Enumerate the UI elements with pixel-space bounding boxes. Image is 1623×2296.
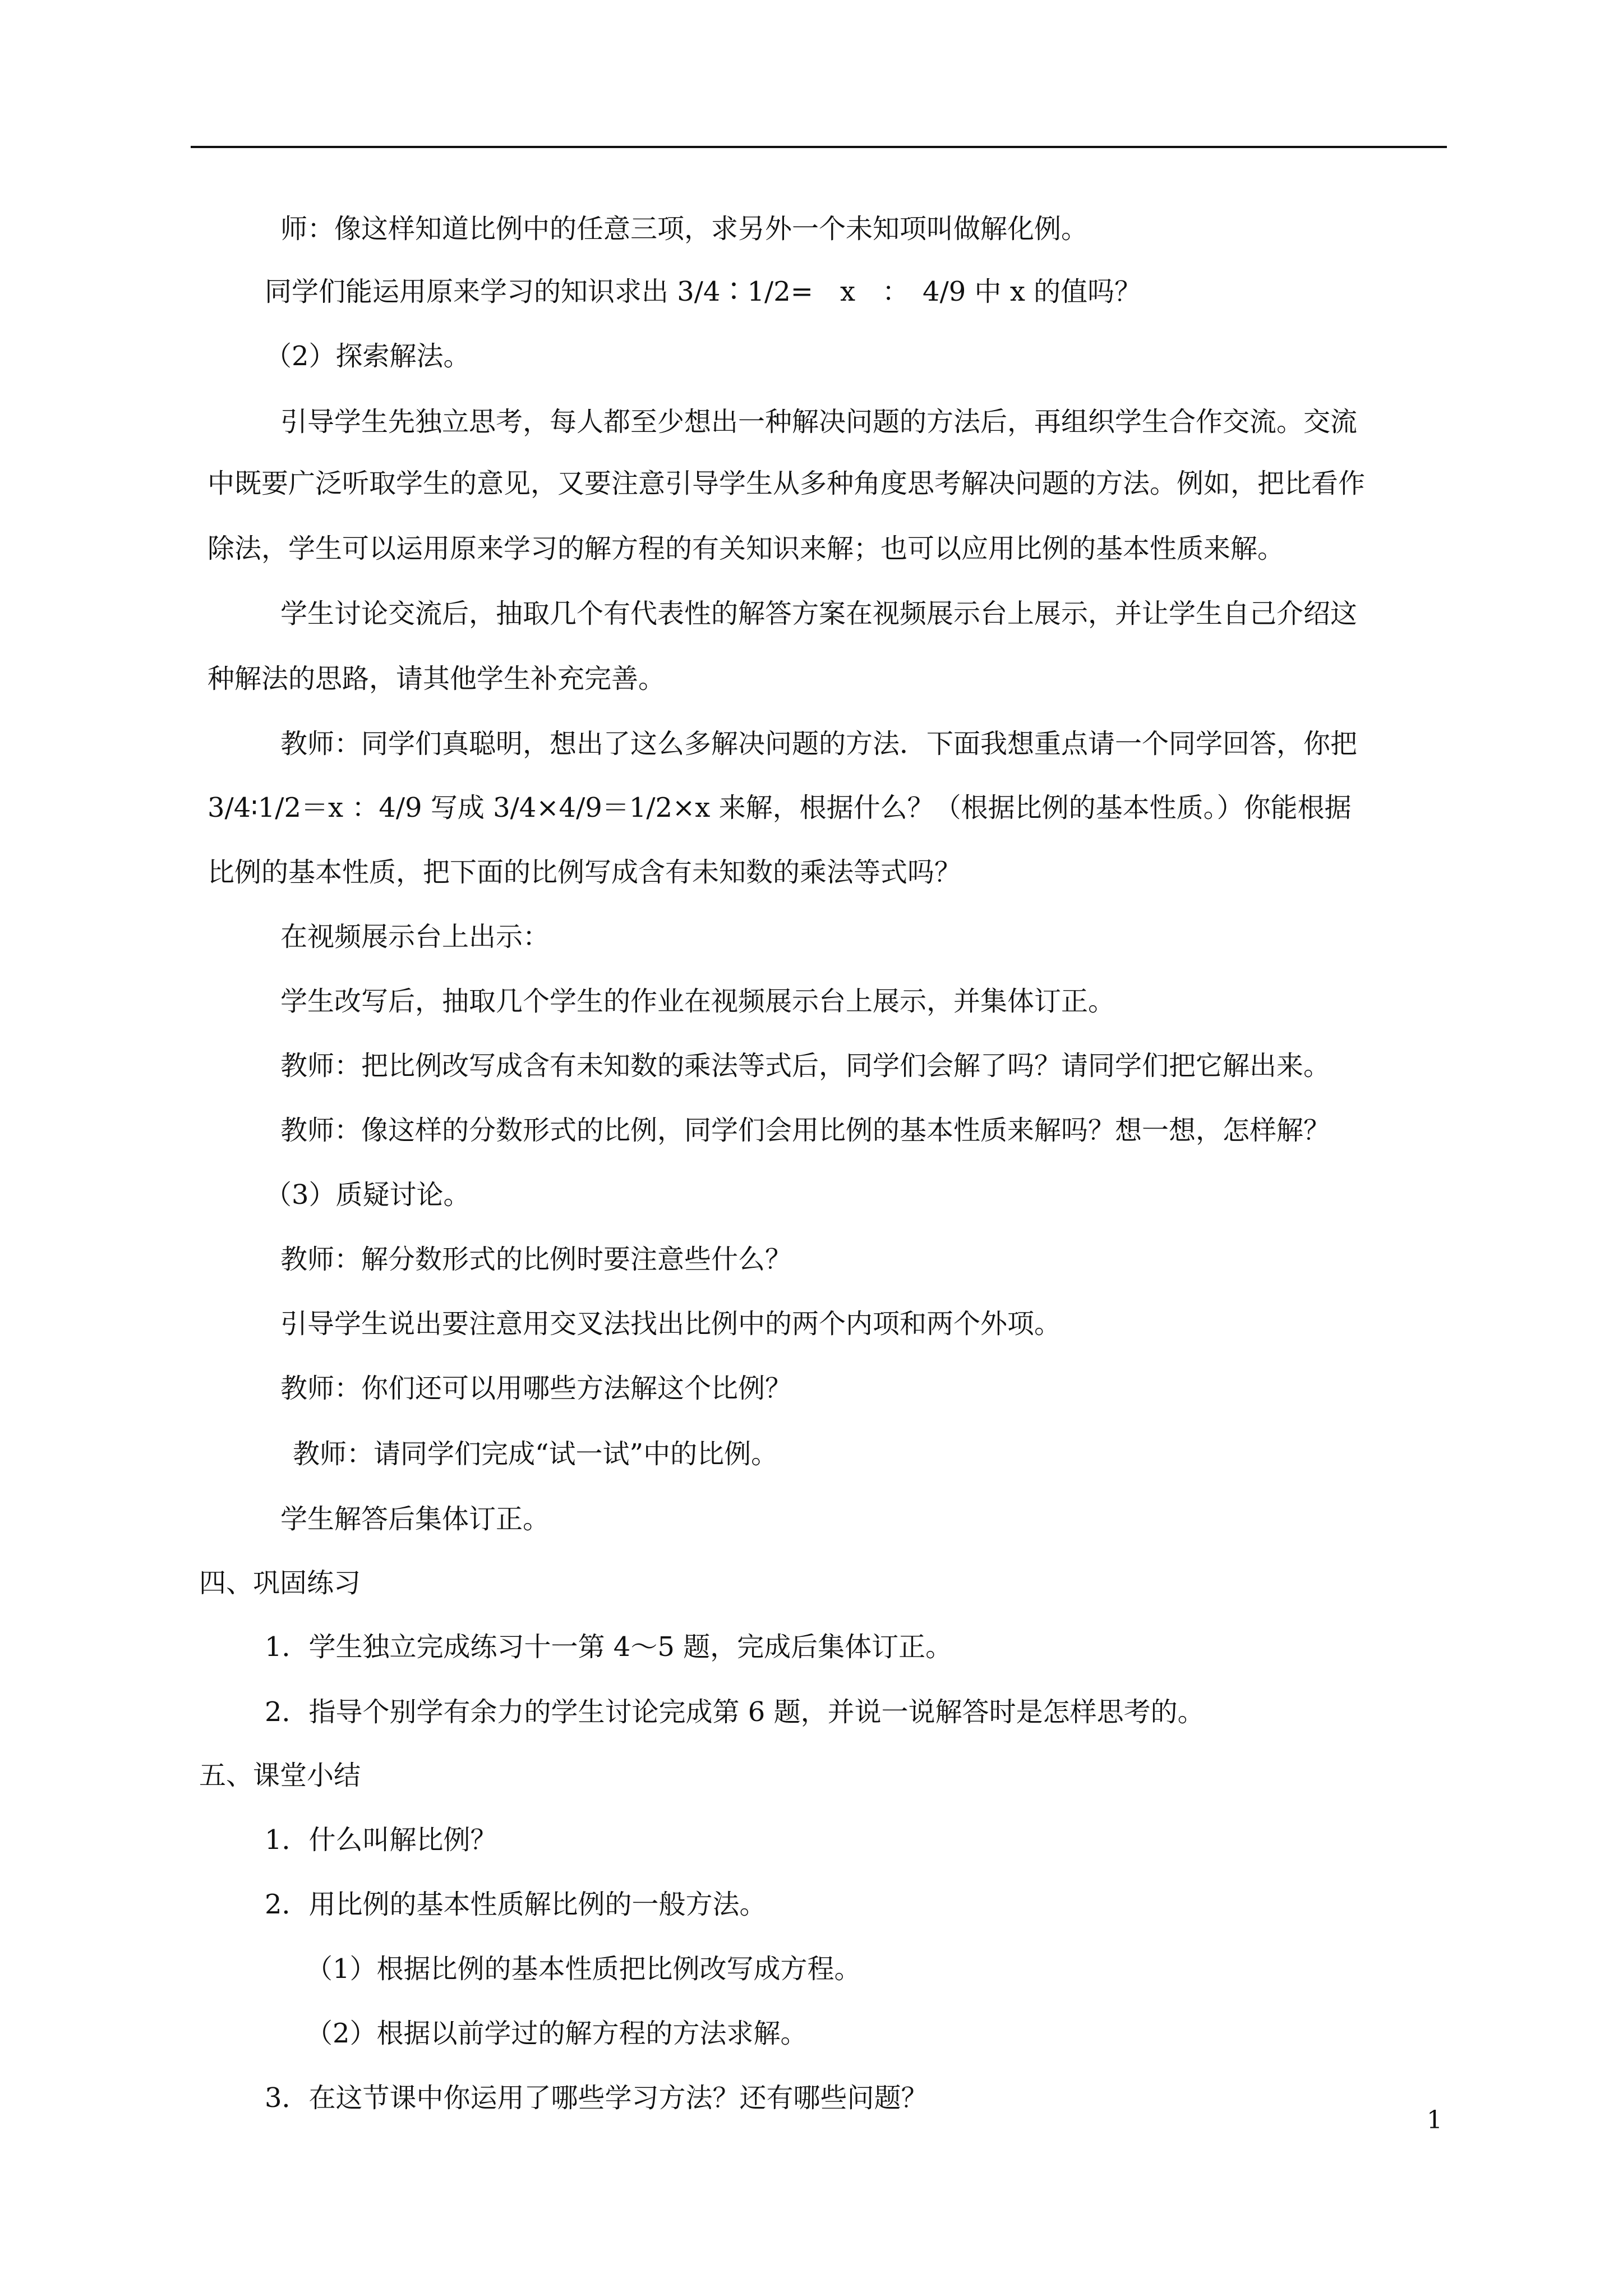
- body-line: 除法，学生可以运用原来学习的解方程的有关知识来解；也可以应用比例的基本性质来解。: [208, 533, 1285, 564]
- body-line: 教师：同学们真聪明，想出了这么多解决问题的方法．下面我想重点请一个同学回答，你把: [280, 728, 1358, 760]
- body-line: 引导学生先独立思考，每人都至少想出一种解决问题的方法后，再组织学生合作交流。交流: [280, 406, 1358, 438]
- body-line: 引导学生说出要注意用交叉法找出比例中的两个内项和两个外项。: [280, 1308, 1062, 1340]
- body-line: 师：像这样知道比例中的任意三项，求另外一个未知项叫做解化例。: [280, 213, 1089, 245]
- body-line: 学生解答后集体订正。: [280, 1503, 550, 1535]
- body-line: 中既要广泛听取学生的意见，又要注意引导学生从多种角度思考解决问题的方法。例如，把比看作: [208, 468, 1366, 499]
- body-line: （2）探索解法。: [265, 341, 471, 372]
- body-line: 3．在这节课中你运用了哪些学习方法？还有哪些问题？: [265, 2082, 928, 2114]
- page-number: 1: [1427, 2106, 1442, 2134]
- section-heading: 五、课堂小结: [199, 1760, 361, 1791]
- body-line: 同学们能运用原来学习的知识求出 3/4∶1/2= x ： 4/9 中 x 的值吗？: [265, 276, 1142, 307]
- body-line: 教师：你们还可以用哪些方法解这个比例？: [280, 1373, 792, 1404]
- body-line: 1．什么叫解比例？: [265, 1824, 497, 1856]
- section-heading: 四、巩固练习: [199, 1567, 361, 1599]
- body-line: 教师：把比例改写成含有未知数的乘法等式后，同学们会解了吗？请同学们把它解出来。: [280, 1050, 1331, 1082]
- body-line: （3）质疑讨论。: [265, 1179, 471, 1211]
- body-line: 学生讨论交流后，抽取几个有代表性的解答方案在视频展示台上展示，并让学生自己介绍这: [280, 598, 1358, 629]
- body-line: （1）根据比例的基本性质把比例改写成方程。: [306, 1953, 861, 1985]
- body-line: 2．用比例的基本性质解比例的一般方法。: [265, 1889, 767, 1920]
- body-line: 种解法的思路，请其他学生补充完善。: [208, 663, 666, 694]
- body-line: 2．指导个别学有余力的学生讨论完成第 6 题，并说一说解答时是怎样思考的。: [265, 1696, 1205, 1728]
- body-line: 3/4∶1/2＝x ：4/9 写成 3/4×4/9＝1/2×x 来解，根据什么？（根据比例的基本性质。）你能根据: [208, 792, 1352, 823]
- header-rule: [191, 146, 1447, 148]
- body-line: 教师：请同学们完成“试一试”中的比例。: [293, 1438, 778, 1470]
- body-line: 比例的基本性质，把下面的比例写成含有未知数的乘法等式吗？: [208, 857, 962, 888]
- body-line: （2）根据以前学过的解方程的方法求解。: [306, 2018, 808, 2049]
- body-line: 1．学生独立完成练习十一第 4～5 题，完成后集体订正。: [265, 1631, 953, 1663]
- body-line: 教师：解分数形式的比例时要注意些什么？: [280, 1244, 792, 1275]
- body-line: 教师：像这样的分数形式的比例，同学们会用比例的基本性质来解吗？想一想，怎样解？: [280, 1115, 1331, 1146]
- body-line: 学生改写后，抽取几个学生的作业在视频展示台上展示，并集体订正。: [280, 986, 1115, 1017]
- body-line: 在视频展示台上出示：: [280, 921, 550, 953]
